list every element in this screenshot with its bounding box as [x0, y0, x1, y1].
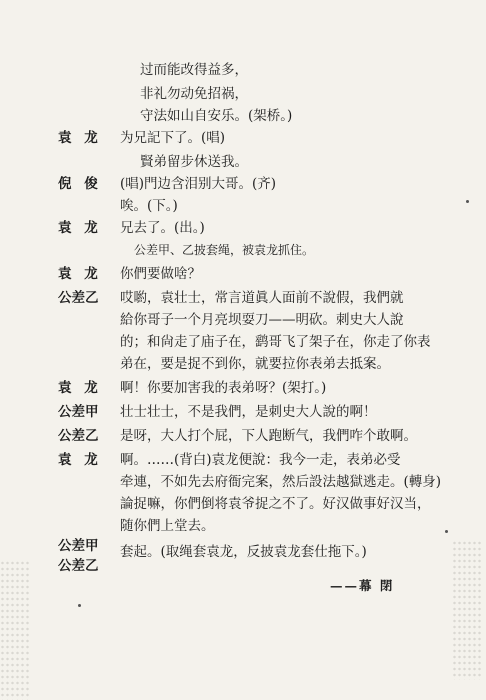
dialogue-line: 啊。……(背白)袁龙便說：我今一走，表弟必受 — [120, 452, 401, 468]
speaker-name: 袁 龙 — [58, 380, 102, 396]
dialogue-line: 論捉嘛，你們倒将袁爷捉之不了。好汉做事好汉当， — [120, 496, 431, 512]
paper-edge-noise — [0, 560, 30, 700]
stage-direction: 公差甲、乙披套绳，被袁龙抓住。 — [134, 243, 315, 257]
dialogue-line: 給你哥子一个月亮坝耍刀——明砍。刺史大人說 — [120, 312, 404, 328]
dialogue-line: 唉。(下。) — [120, 198, 178, 214]
curtain-mark: ——幕 閉 — [330, 578, 395, 593]
paper-edge-noise — [452, 540, 482, 680]
dialogue-line: 套起。(取绳套袁龙，反披袁龙套仕拖下。) — [120, 544, 367, 560]
dialogue-line: 的；和尙走了庙子在，鹞哥飞了架子在，你走了你表 — [120, 334, 431, 350]
dialogue-line: 哎喲，袁壮士，常言道眞人面前不說假，我們就 — [120, 290, 404, 306]
speaker-name: 倪 俊 — [58, 176, 102, 192]
dialogue-line: (唱)門边含泪别大哥。(齐) — [120, 176, 277, 192]
speaker-name: 公差甲 — [58, 538, 99, 554]
dialogue-line: 你們要做啥？ — [120, 266, 201, 282]
dialogue-line: 壮士壮士，不是我們，是刺史大人說的啊！ — [120, 404, 377, 420]
speaker-name: 袁 龙 — [58, 130, 102, 146]
speaker-name: 公差乙 — [58, 290, 99, 306]
speaker-name: 公差乙 — [58, 558, 99, 574]
paper-speck — [78, 604, 81, 607]
paper-speck — [445, 530, 448, 533]
dialogue-line: 兄去了。(出。) — [120, 220, 205, 236]
speaker-name: 袁 龙 — [58, 452, 102, 468]
speaker-name: 袁 龙 — [58, 220, 102, 236]
speaker-name: 公差乙 — [58, 428, 99, 444]
verse-line: 守法如山自安乐。(架桥。) — [140, 108, 293, 124]
dialogue-line: 为兄記下了。(唱) — [120, 130, 226, 146]
speaker-name: 公差甲 — [58, 404, 99, 420]
verse-line: 賢弟留步休送我。 — [140, 154, 248, 170]
dialogue-line: 啊！你要加害我的表弟呀？(架打。) — [120, 380, 327, 396]
dialogue-line: 随你們上堂去。 — [120, 518, 215, 534]
dialogue-line: 牵連，不如先去府衙完案，然后設法越獄逃走。(轉身) — [120, 474, 442, 490]
verse-line: 过而能改得益多， — [140, 62, 248, 78]
verse-line: 非礼勿动免招祸， — [140, 86, 248, 102]
dialogue-line: 弟在，要是捉不到你，就要拉你表弟去抵案。 — [120, 356, 390, 372]
paper-speck — [466, 200, 469, 203]
speaker-name: 袁 龙 — [58, 266, 102, 282]
dialogue-line: 是呀，大人打个屁，下人跑断气，我們咋个敢啊。 — [120, 428, 417, 444]
